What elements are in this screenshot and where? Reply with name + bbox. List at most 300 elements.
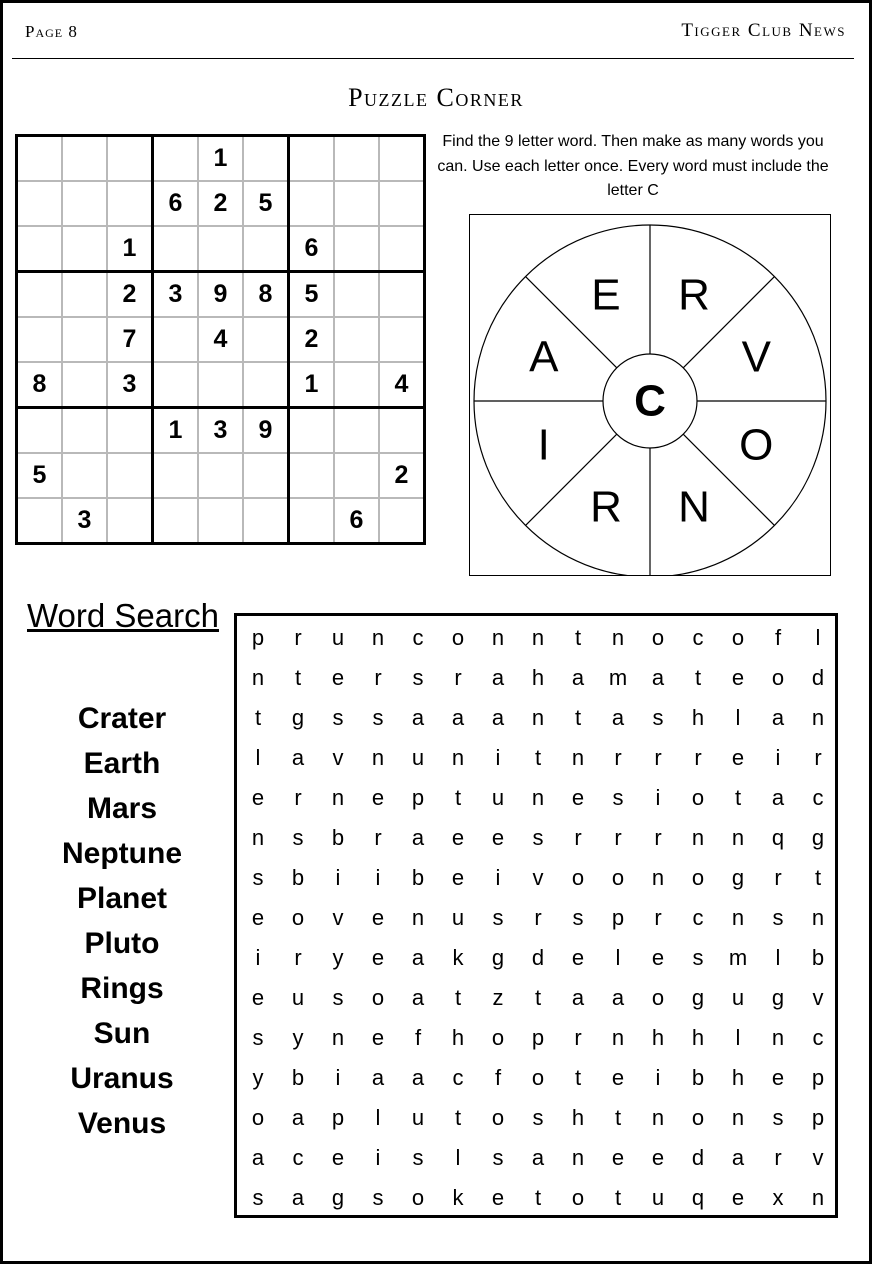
wordsearch-cell[interactable]: o xyxy=(691,1105,705,1130)
wordsearch-cell[interactable]: t xyxy=(294,665,302,690)
wordsearch-cell[interactable]: t xyxy=(614,1185,622,1210)
wordsearch-cell[interactable]: r xyxy=(774,1145,782,1170)
sudoku-cell[interactable]: 9 xyxy=(243,408,289,454)
sudoku-cell[interactable] xyxy=(17,408,63,454)
wordsearch-cell[interactable]: o xyxy=(571,865,585,890)
wordsearch-cell[interactable]: i xyxy=(495,865,501,890)
wordsearch-cell[interactable]: t xyxy=(574,705,582,730)
sudoku-cell[interactable] xyxy=(153,498,199,544)
sudoku-cell[interactable] xyxy=(17,272,63,318)
wordsearch-cell[interactable]: i xyxy=(335,865,341,890)
sudoku-cell[interactable] xyxy=(17,498,63,544)
wordsearch-cell[interactable]: p xyxy=(811,1105,825,1130)
wordsearch-cell[interactable]: c xyxy=(412,625,424,650)
wordsearch-cell[interactable]: o xyxy=(771,665,785,690)
wordsearch-cell[interactable]: y xyxy=(252,1065,264,1090)
sudoku-cell[interactable]: 3 xyxy=(153,272,199,318)
wordsearch-cell[interactable]: s xyxy=(692,945,704,970)
wordsearch-cell[interactable]: e xyxy=(731,665,745,690)
sudoku-cell[interactable] xyxy=(153,317,199,362)
sudoku-cell[interactable] xyxy=(289,408,335,454)
wordsearch-cell[interactable]: e xyxy=(451,865,465,890)
wordsearch-cell[interactable]: n xyxy=(251,825,265,850)
sudoku-cell[interactable]: 6 xyxy=(153,181,199,226)
wordsearch-cell[interactable]: n xyxy=(371,745,385,770)
sudoku-cell[interactable] xyxy=(379,317,425,362)
sudoku-cell[interactable]: 1 xyxy=(198,136,243,182)
wordsearch-cell[interactable]: z xyxy=(492,985,504,1010)
wordsearch-cell[interactable]: a xyxy=(411,705,425,730)
wordsearch-cell[interactable]: u xyxy=(331,625,345,650)
wordsearch-cell[interactable]: t xyxy=(254,705,262,730)
wordsearch-cell[interactable]: o xyxy=(371,985,385,1010)
wordsearch-cell[interactable]: g xyxy=(811,825,825,850)
sudoku-cell[interactable] xyxy=(243,453,289,498)
sudoku-cell[interactable] xyxy=(334,272,379,318)
wordsearch-cell[interactable]: l xyxy=(255,745,261,770)
wordsearch-cell[interactable]: a xyxy=(571,985,585,1010)
wordsearch-cell[interactable]: n xyxy=(371,625,385,650)
wordsearch-cell[interactable]: o xyxy=(491,1105,505,1130)
wordsearch-cell[interactable]: n xyxy=(451,745,465,770)
wordsearch-cell[interactable]: a xyxy=(771,705,785,730)
wordsearch-cell[interactable]: m xyxy=(608,665,628,690)
wordsearch-cell[interactable]: l xyxy=(815,625,821,650)
sudoku-cell[interactable] xyxy=(243,317,289,362)
sudoku-cell[interactable] xyxy=(334,181,379,226)
wordsearch-cell[interactable]: h xyxy=(571,1105,585,1130)
wordsearch-cell[interactable]: v xyxy=(812,985,824,1010)
wordsearch-cell[interactable]: d xyxy=(811,665,825,690)
wordsearch-cell[interactable]: u xyxy=(491,785,505,810)
wordsearch-cell[interactable]: n xyxy=(331,785,345,810)
sudoku-cell[interactable]: 6 xyxy=(334,498,379,544)
wordsearch-cell[interactable]: t xyxy=(574,625,582,650)
sudoku-cell[interactable] xyxy=(379,181,425,226)
wordsearch-cell[interactable]: s xyxy=(252,1185,264,1210)
wordsearch-cell[interactable]: f xyxy=(774,625,782,650)
wordsearch-cell[interactable]: n xyxy=(251,665,265,690)
sudoku-cell[interactable] xyxy=(289,136,335,182)
wordsearch-cell[interactable]: p xyxy=(411,785,425,810)
wordsearch-cell[interactable]: s xyxy=(652,705,664,730)
wordsearch-cell[interactable]: r xyxy=(614,825,622,850)
wordsearch-cell[interactable]: n xyxy=(731,905,745,930)
sudoku-cell[interactable]: 1 xyxy=(153,408,199,454)
wordsearch-cell[interactable]: q xyxy=(771,825,785,850)
wordsearch-cell[interactable]: e xyxy=(491,825,505,850)
wordsearch-cell[interactable]: a xyxy=(571,665,585,690)
wordsearch-cell[interactable]: l xyxy=(775,945,781,970)
wordsearch-cell[interactable]: n xyxy=(531,625,545,650)
sudoku-cell[interactable] xyxy=(62,272,107,318)
wordsearch-cell[interactable]: i xyxy=(495,745,501,770)
sudoku-cell[interactable] xyxy=(198,453,243,498)
wordsearch-cell[interactable]: c xyxy=(692,625,704,650)
wordsearch-cell[interactable]: n xyxy=(491,625,505,650)
wordsearch-cell[interactable]: r xyxy=(654,905,662,930)
wordsearch-cell[interactable]: e xyxy=(371,945,385,970)
wordsearch-cell[interactable]: c xyxy=(452,1065,464,1090)
wordsearch-cell[interactable]: t xyxy=(534,985,542,1010)
wordsearch-cell[interactable]: s xyxy=(252,1025,264,1050)
wordsearch-cell[interactable]: g xyxy=(491,945,505,970)
wordsearch-cell[interactable]: o xyxy=(291,905,305,930)
wordsearch-cell[interactable]: o xyxy=(651,625,665,650)
wordsearch-cell[interactable]: a xyxy=(531,1145,545,1170)
wordsearch-cell[interactable]: r xyxy=(374,825,382,850)
wordsearch-cell[interactable]: p xyxy=(251,625,265,650)
wordsearch-cell[interactable]: e xyxy=(731,1185,745,1210)
sudoku-cell[interactable]: 2 xyxy=(198,181,243,226)
wordsearch-cell[interactable]: c xyxy=(692,905,704,930)
wordsearch-cell[interactable]: b xyxy=(331,825,345,850)
sudoku-cell[interactable] xyxy=(107,408,153,454)
wordsearch-cell[interactable]: p xyxy=(611,905,625,930)
sudoku-cell[interactable]: 8 xyxy=(243,272,289,318)
wordsearch-cell[interactable]: b xyxy=(691,1065,705,1090)
wordsearch-cell[interactable]: f xyxy=(414,1025,422,1050)
sudoku-cell[interactable]: 8 xyxy=(17,362,63,408)
wordsearch-cell[interactable]: a xyxy=(291,1105,305,1130)
sudoku-cell[interactable] xyxy=(62,181,107,226)
wordsearch-cell[interactable]: n xyxy=(611,1025,625,1050)
sudoku-cell[interactable] xyxy=(17,317,63,362)
wordsearch-cell[interactable]: r xyxy=(654,825,662,850)
sudoku-cell[interactable] xyxy=(379,226,425,272)
wordsearch-cell[interactable]: b xyxy=(291,1065,305,1090)
wordsearch-cell[interactable]: e xyxy=(491,1185,505,1210)
sudoku-cell[interactable] xyxy=(153,136,199,182)
wordsearch-cell[interactable]: e xyxy=(651,945,665,970)
wordsearch-cell[interactable]: q xyxy=(691,1185,705,1210)
wordsearch-cell[interactable]: s xyxy=(412,665,424,690)
sudoku-cell[interactable]: 3 xyxy=(107,362,153,408)
wordsearch-cell[interactable]: g xyxy=(771,985,785,1010)
wordsearch-cell[interactable]: u xyxy=(451,905,465,930)
wordsearch-cell[interactable]: r xyxy=(534,905,542,930)
wordsearch-cell[interactable]: e xyxy=(731,745,745,770)
wordsearch-cell[interactable]: s xyxy=(772,905,784,930)
sudoku-cell[interactable] xyxy=(198,498,243,544)
wordsearch-cell[interactable]: n xyxy=(771,1025,785,1050)
wordsearch-cell[interactable]: t xyxy=(814,865,822,890)
wordsearch-cell[interactable]: o xyxy=(571,1185,585,1210)
wordsearch-cell[interactable]: b xyxy=(811,945,825,970)
wordsearch-cell[interactable]: e xyxy=(331,1145,345,1170)
wordsearch-cell[interactable]: t xyxy=(454,1105,462,1130)
wordsearch-cell[interactable]: o xyxy=(531,1065,545,1090)
wordsearch-cell[interactable]: a xyxy=(411,945,425,970)
sudoku-cell[interactable]: 4 xyxy=(379,362,425,408)
wordsearch-cell[interactable]: e xyxy=(611,1065,625,1090)
wordsearch-cell[interactable]: k xyxy=(452,1185,464,1210)
wordsearch-cell[interactable]: n xyxy=(651,1105,665,1130)
wordsearch-cell[interactable]: t xyxy=(614,1105,622,1130)
wordsearch-cell[interactable]: e xyxy=(571,785,585,810)
wordsearch-cell[interactable]: r xyxy=(814,745,822,770)
sudoku-cell[interactable] xyxy=(379,498,425,544)
wordsearch-cell[interactable]: o xyxy=(491,1025,505,1050)
wordsearch-cell[interactable]: a xyxy=(491,665,505,690)
wordsearch-cell[interactable]: n xyxy=(611,625,625,650)
sudoku-cell[interactable] xyxy=(62,317,107,362)
sudoku-cell[interactable] xyxy=(289,498,335,544)
wordsearch-cell[interactable]: n xyxy=(571,1145,585,1170)
wordsearch-cell[interactable]: r xyxy=(294,945,302,970)
wordsearch-cell[interactable]: t xyxy=(734,785,742,810)
wordsearch-cell[interactable]: a xyxy=(771,785,785,810)
wordsearch-cell[interactable]: o xyxy=(731,625,745,650)
wordsearch-cell[interactable]: u xyxy=(291,985,305,1010)
wordsearch-cell[interactable]: t xyxy=(574,1065,582,1090)
wordsearch-cell[interactable]: e xyxy=(251,785,265,810)
sudoku-cell[interactable] xyxy=(17,226,63,272)
wordsearch-cell[interactable]: r xyxy=(614,745,622,770)
wordsearch-cell[interactable]: s xyxy=(492,1145,504,1170)
sudoku-cell[interactable] xyxy=(243,226,289,272)
wordsearch-cell[interactable]: s xyxy=(492,905,504,930)
wordsearch-cell[interactable]: a xyxy=(411,1065,425,1090)
sudoku-cell[interactable]: 1 xyxy=(107,226,153,272)
sudoku-cell[interactable] xyxy=(153,453,199,498)
sudoku-cell[interactable] xyxy=(153,362,199,408)
wordsearch-cell[interactable]: a xyxy=(731,1145,745,1170)
wordsearch-cell[interactable]: n xyxy=(691,825,705,850)
wordsearch-cell[interactable]: s xyxy=(252,865,264,890)
wordsearch-cell[interactable]: t xyxy=(454,785,462,810)
wordsearch-cell[interactable]: t xyxy=(534,1185,542,1210)
wordsearch-cell[interactable]: d xyxy=(691,1145,705,1170)
wordsearch-cell[interactable]: e xyxy=(451,825,465,850)
sudoku-cell[interactable] xyxy=(334,453,379,498)
sudoku-cell[interactable] xyxy=(153,226,199,272)
wordsearch-cell[interactable]: p xyxy=(531,1025,545,1050)
wordsearch-cell[interactable]: h xyxy=(531,665,545,690)
wordsearch-cell[interactable]: g xyxy=(331,1185,345,1210)
wordsearch-cell[interactable]: p xyxy=(811,1065,825,1090)
wordsearch-cell[interactable]: a xyxy=(291,1185,305,1210)
wordsearch-cell[interactable]: n xyxy=(411,905,425,930)
sudoku-cell[interactable] xyxy=(107,181,153,226)
sudoku-cell[interactable]: 5 xyxy=(243,181,289,226)
wordsearch-cell[interactable]: o xyxy=(611,865,625,890)
wordsearch-cell[interactable]: e xyxy=(371,1025,385,1050)
wordsearch-cell[interactable]: t xyxy=(694,665,702,690)
wordsearch-cell[interactable]: o xyxy=(691,785,705,810)
wordsearch-cell[interactable]: n xyxy=(571,745,585,770)
sudoku-cell[interactable]: 9 xyxy=(198,272,243,318)
wordsearch-cell[interactable]: k xyxy=(452,945,464,970)
wordsearch-cell[interactable]: h xyxy=(731,1065,745,1090)
sudoku-cell[interactable] xyxy=(62,453,107,498)
wordsearch-cell[interactable]: s xyxy=(292,825,304,850)
wordsearch-cell[interactable]: e xyxy=(651,1145,665,1170)
wordsearch-cell[interactable]: s xyxy=(412,1145,424,1170)
sudoku-cell[interactable] xyxy=(243,498,289,544)
sudoku-cell[interactable] xyxy=(334,136,379,182)
sudoku-cell[interactable] xyxy=(334,362,379,408)
wordsearch-cell[interactable]: o xyxy=(411,1185,425,1210)
sudoku-cell[interactable] xyxy=(107,453,153,498)
sudoku-cell[interactable]: 1 xyxy=(289,362,335,408)
wordsearch-cell[interactable]: c xyxy=(812,1025,824,1050)
sudoku-cell[interactable] xyxy=(198,226,243,272)
wordsearch-cell[interactable]: y xyxy=(292,1025,304,1050)
wordsearch-cell[interactable]: u xyxy=(411,1105,425,1130)
wordsearch-cell[interactable]: i xyxy=(655,785,661,810)
sudoku-cell[interactable] xyxy=(379,272,425,318)
wordsearch-cell[interactable]: a xyxy=(611,705,625,730)
wordsearch-cell[interactable]: c xyxy=(292,1145,304,1170)
wordsearch-cell[interactable]: u xyxy=(411,745,425,770)
wordsearch-cell[interactable]: i xyxy=(655,1065,661,1090)
wordsearch-cell[interactable]: e xyxy=(371,905,385,930)
wordsearch-cell[interactable]: n xyxy=(331,1025,345,1050)
wordsearch-cell[interactable]: r xyxy=(294,625,302,650)
wordsearch-cell[interactable]: a xyxy=(651,665,665,690)
wordsearch-cell[interactable]: v xyxy=(332,905,344,930)
wordsearch-cell[interactable]: a xyxy=(491,705,505,730)
wordsearch-cell[interactable]: a xyxy=(371,1065,385,1090)
wordsearch-cell[interactable]: i xyxy=(775,745,781,770)
wordsearch-cell[interactable]: o xyxy=(651,985,665,1010)
wordsearch-cell[interactable]: s xyxy=(532,825,544,850)
wordsearch-cell[interactable]: d xyxy=(531,945,545,970)
wordsearch-cell[interactable]: h xyxy=(651,1025,665,1050)
wordsearch-cell[interactable]: i xyxy=(375,1145,381,1170)
wordsearch-cell[interactable]: b xyxy=(291,865,305,890)
wordsearch-cell[interactable]: t xyxy=(454,985,462,1010)
wordsearch-cell[interactable]: l xyxy=(615,945,621,970)
wordsearch-cell[interactable]: o xyxy=(691,865,705,890)
sudoku-cell[interactable] xyxy=(334,408,379,454)
wordsearch-cell[interactable]: i xyxy=(335,1065,341,1090)
wordsearch-cell[interactable]: s xyxy=(532,1105,544,1130)
wordsearch-cell[interactable]: e xyxy=(251,905,265,930)
wordsearch-cell[interactable]: g xyxy=(731,865,745,890)
sudoku-cell[interactable] xyxy=(107,136,153,182)
wordsearch-cell[interactable]: e xyxy=(571,945,585,970)
wordsearch-cell[interactable]: e xyxy=(771,1065,785,1090)
sudoku-cell[interactable]: 2 xyxy=(107,272,153,318)
wordsearch-cell[interactable]: a xyxy=(451,705,465,730)
sudoku-cell[interactable] xyxy=(17,136,63,182)
wordsearch-cell[interactable]: b xyxy=(411,865,425,890)
wordsearch-cell[interactable]: r xyxy=(694,745,702,770)
wordsearch-cell[interactable]: a xyxy=(411,985,425,1010)
wordsearch-cell[interactable]: n xyxy=(651,865,665,890)
wordsearch-cell[interactable]: e xyxy=(331,665,345,690)
sudoku-cell[interactable] xyxy=(62,362,107,408)
sudoku-cell[interactable] xyxy=(379,408,425,454)
wordsearch-cell[interactable]: s xyxy=(612,785,624,810)
wordsearch-cell[interactable]: n xyxy=(531,785,545,810)
sudoku-cell[interactable]: 5 xyxy=(17,453,63,498)
wordsearch-cell[interactable]: l xyxy=(735,705,741,730)
wordsearch-cell[interactable]: a xyxy=(411,825,425,850)
wordsearch-cell[interactable]: p xyxy=(331,1105,345,1130)
sudoku-cell[interactable] xyxy=(334,317,379,362)
wordsearch-cell[interactable]: r xyxy=(574,1025,582,1050)
wordsearch-cell[interactable]: e xyxy=(371,785,385,810)
wordsearch-cell[interactable]: n xyxy=(731,1105,745,1130)
sudoku-cell[interactable]: 3 xyxy=(62,498,107,544)
wordsearch-cell[interactable]: r xyxy=(374,665,382,690)
wordsearch-cell[interactable]: e xyxy=(251,985,265,1010)
sudoku-cell[interactable] xyxy=(243,362,289,408)
wordsearch-cell[interactable]: r xyxy=(454,665,462,690)
wordsearch-cell[interactable]: r xyxy=(294,785,302,810)
wordsearch-cell[interactable]: c xyxy=(812,785,824,810)
sudoku-cell[interactable]: 3 xyxy=(198,408,243,454)
sudoku-cell[interactable] xyxy=(62,226,107,272)
sudoku-cell[interactable]: 6 xyxy=(289,226,335,272)
wordsearch-cell[interactable]: g xyxy=(291,705,305,730)
wordsearch-cell[interactable]: n xyxy=(531,705,545,730)
sudoku-cell[interactable] xyxy=(198,362,243,408)
wordsearch-cell[interactable]: a xyxy=(291,745,305,770)
wordsearch-cell[interactable]: o xyxy=(451,625,465,650)
sudoku-cell[interactable]: 7 xyxy=(107,317,153,362)
wordsearch-cell[interactable]: f xyxy=(494,1065,502,1090)
sudoku-cell[interactable] xyxy=(289,181,335,226)
wordsearch-cell[interactable]: v xyxy=(332,745,344,770)
wordsearch-cell[interactable]: v xyxy=(532,865,544,890)
wordsearch-cell[interactable]: s xyxy=(372,705,384,730)
sudoku-cell[interactable] xyxy=(62,408,107,454)
sudoku-cell[interactable] xyxy=(107,498,153,544)
wordsearch-cell[interactable]: i xyxy=(375,865,381,890)
wordsearch-cell[interactable]: l xyxy=(375,1105,381,1130)
wordsearch-cell[interactable]: h xyxy=(691,1025,705,1050)
sudoku-cell[interactable]: 2 xyxy=(379,453,425,498)
wordsearch-cell[interactable]: t xyxy=(534,745,542,770)
wordsearch-cell[interactable]: h xyxy=(451,1025,465,1050)
wordsearch-cell[interactable]: n xyxy=(811,705,825,730)
sudoku-cell[interactable] xyxy=(379,136,425,182)
sudoku-cell[interactable]: 4 xyxy=(198,317,243,362)
sudoku-cell[interactable] xyxy=(243,136,289,182)
wordsearch-cell[interactable]: v xyxy=(812,1145,824,1170)
wordsearch-cell[interactable]: n xyxy=(811,905,825,930)
wordsearch-cell[interactable]: u xyxy=(731,985,745,1010)
wordsearch-cell[interactable]: x xyxy=(772,1185,784,1210)
sudoku-cell[interactable] xyxy=(289,453,335,498)
wordsearch-cell[interactable]: s xyxy=(372,1185,384,1210)
wordsearch-cell[interactable]: l xyxy=(735,1025,741,1050)
wordsearch-cell[interactable]: g xyxy=(691,985,705,1010)
wordsearch-cell[interactable]: s xyxy=(332,985,344,1010)
sudoku-cell[interactable] xyxy=(62,136,107,182)
wordsearch-cell[interactable]: r xyxy=(654,745,662,770)
wordsearch-cell[interactable]: r xyxy=(574,825,582,850)
wordsearch-cell[interactable]: n xyxy=(731,825,745,850)
wordsearch-cell[interactable]: s xyxy=(332,705,344,730)
wordsearch-cell[interactable]: a xyxy=(251,1145,265,1170)
wordsearch-cell[interactable]: h xyxy=(691,705,705,730)
wordsearch-cell[interactable]: u xyxy=(651,1185,665,1210)
sudoku-cell[interactable] xyxy=(334,226,379,272)
sudoku-cell[interactable] xyxy=(17,181,63,226)
wordsearch-cell[interactable]: e xyxy=(611,1145,625,1170)
wordsearch-cell[interactable]: r xyxy=(774,865,782,890)
wordsearch-cell[interactable]: i xyxy=(255,945,261,970)
wordsearch-cell[interactable]: n xyxy=(811,1185,825,1210)
wordsearch-cell[interactable]: a xyxy=(611,985,625,1010)
wordsearch-cell[interactable]: s xyxy=(772,1105,784,1130)
sudoku-cell[interactable]: 2 xyxy=(289,317,335,362)
